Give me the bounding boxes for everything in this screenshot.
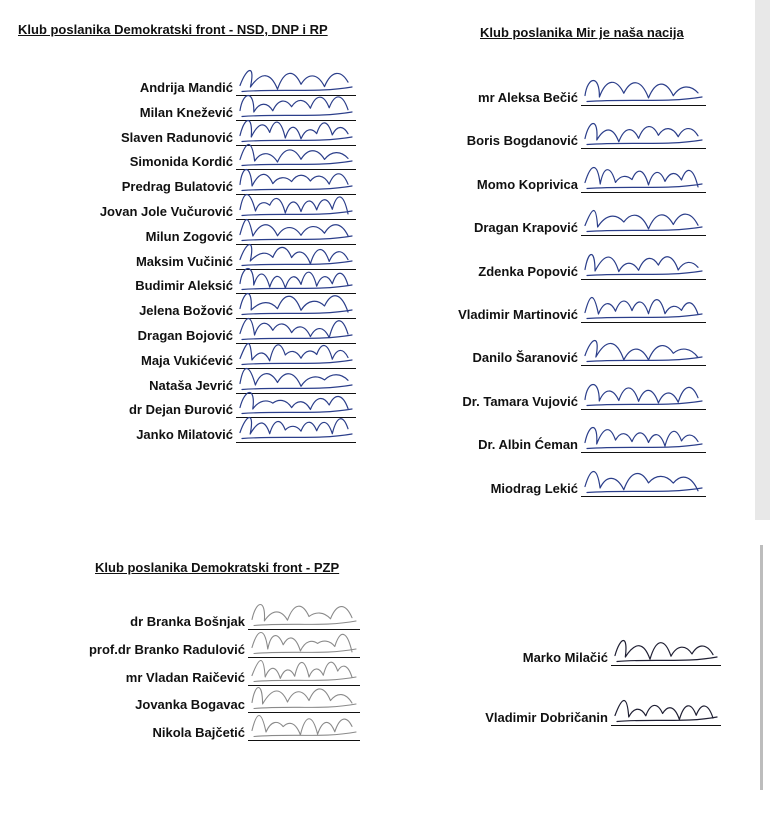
member-name: Dragan Bojović	[137, 328, 233, 343]
handwritten-signature	[583, 73, 708, 107]
member-name: Milun Zogović	[145, 229, 233, 244]
handwritten-signature	[583, 247, 708, 281]
scan-edge-right	[755, 0, 770, 520]
signature-row	[0, 710, 608, 732]
member-name: Milan Knežević	[139, 105, 233, 120]
club-title-df-nsd: Klub poslanika Demokratski front - NSD, DNP i RP	[18, 22, 328, 37]
member-name: Slaven Radunović	[121, 130, 233, 145]
handwritten-signature	[583, 203, 708, 237]
member-name: Budimir Aleksić	[135, 278, 233, 293]
handwritten-signature	[583, 116, 708, 150]
signature-row	[0, 220, 578, 242]
member-name: Dr. Albin Ćeman	[478, 437, 578, 452]
member-name: Nikola Bajčetić	[152, 725, 245, 740]
member-name: mr Vladan Raičević	[125, 670, 245, 685]
member-name: Andrija Mandić	[139, 80, 233, 95]
member-name: dr Branka Bošnjak	[130, 614, 245, 629]
signature-row	[0, 437, 578, 459]
signature-row	[0, 614, 245, 636]
signature-row	[0, 133, 578, 155]
signature-row	[0, 154, 233, 176]
member-name: Boris Bogdanović	[466, 133, 578, 148]
signature-row	[0, 650, 608, 672]
signature-row	[0, 264, 578, 286]
signature-row	[0, 307, 578, 329]
member-name: Danilo Šaranović	[472, 350, 578, 365]
member-name: Dr. Tamara Vujović	[462, 394, 578, 409]
member-name: Vladimir Dobričanin	[485, 710, 608, 725]
member-name: Dragan Krapović	[473, 220, 578, 235]
member-name: Maksim Vučinić	[135, 254, 233, 269]
member-name: Zdenka Popović	[478, 264, 578, 279]
handwritten-signature	[583, 160, 708, 194]
member-name: Predrag Bulatović	[121, 179, 233, 194]
member-name: Nataša Jevrić	[149, 378, 233, 393]
signature-row	[0, 670, 245, 692]
member-name: Simonida Kordić	[129, 154, 233, 169]
handwritten-signature	[583, 377, 708, 411]
scan-edge-bottom-right	[760, 545, 763, 790]
club-title-df-pzp: Klub poslanika Demokratski front - PZP	[95, 560, 340, 575]
handwritten-signature	[583, 333, 708, 367]
member-name: Janko Milatović	[136, 427, 233, 442]
club-title-mir: Klub poslanika Mir je naša nacija	[480, 25, 684, 40]
signature-row	[0, 481, 578, 503]
member-name: dr Dejan Đurović	[128, 402, 233, 417]
handwritten-signature	[583, 290, 708, 324]
member-name: Vladimir Martinović	[458, 307, 578, 322]
handwritten-signature	[613, 633, 723, 667]
member-name: prof.dr Branko Radulović	[88, 642, 245, 657]
member-name: Jovanka Bogavac	[135, 697, 245, 712]
signature-row	[0, 177, 578, 199]
handwritten-signature	[583, 420, 708, 454]
handwritten-signature	[613, 693, 723, 727]
member-name: Miodrag Lekić	[490, 481, 578, 496]
member-name: mr Aleksa Bečić	[478, 90, 578, 105]
member-name: Jelena Božović	[139, 303, 233, 318]
member-name: Maja Vukićević	[140, 353, 233, 368]
member-name: Marko Milačić	[522, 650, 608, 665]
signature-row	[0, 350, 578, 372]
member-name: Jovan Jole Vučurović	[99, 204, 233, 219]
handwritten-signature	[583, 464, 708, 498]
member-name: Momo Koprivica	[476, 177, 578, 192]
signature-row	[0, 394, 578, 416]
signature-row	[0, 328, 233, 350]
signature-row	[0, 90, 578, 112]
